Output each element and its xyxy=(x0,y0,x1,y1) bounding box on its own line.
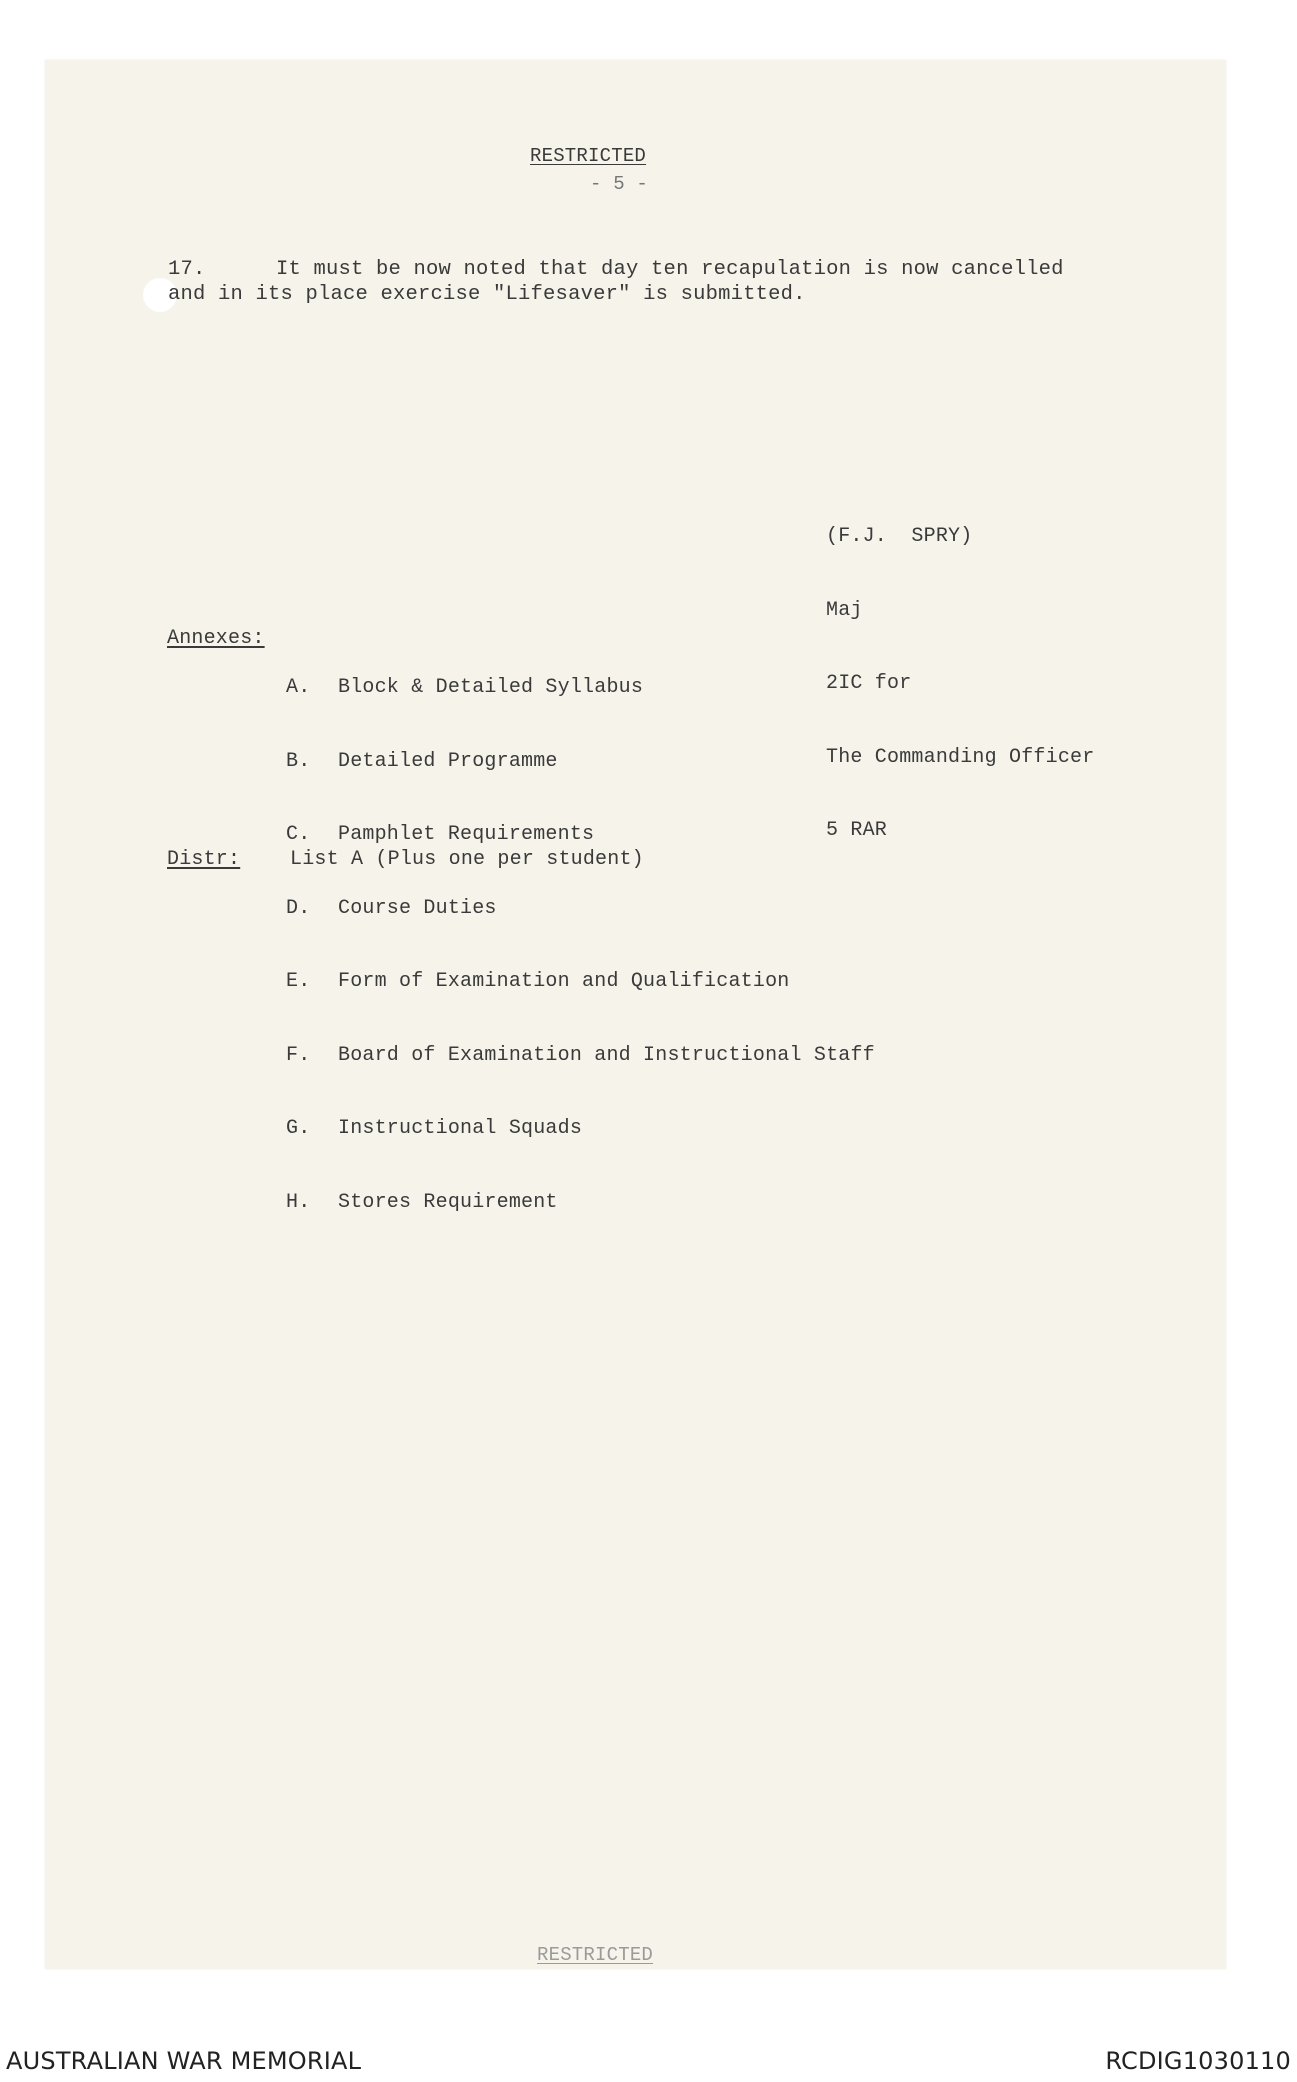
list-item xyxy=(286,897,875,922)
annex-letter: F. xyxy=(286,1043,311,1067)
paragraph-text: It must be now noted that day ten recapulation is now cancelled and in its place exercise "Lifesaver" is submitted. xyxy=(168,258,1064,306)
signature-for: The Commanding Officer xyxy=(826,745,1095,769)
annex-letter: H. xyxy=(286,1190,311,1214)
annex-title: Pamphlet Requirements xyxy=(338,823,595,846)
annex-letter: E. xyxy=(286,970,311,993)
annex-letter: B. xyxy=(286,749,311,773)
page-number: - 5 - xyxy=(590,173,649,195)
annex-letter: G. xyxy=(286,1117,311,1140)
annex-title: Form of Examination and Qualification xyxy=(338,970,790,993)
list-item xyxy=(286,1044,875,1069)
list-item xyxy=(286,1117,875,1142)
annex-title: Instructional Squads xyxy=(338,1117,583,1140)
annex-title: Board of Examination and Instructional Staff xyxy=(338,1043,875,1067)
paragraph-17 xyxy=(168,257,1098,307)
annex-title: Stores Requirement xyxy=(338,1190,558,1214)
annex-letter: D. xyxy=(286,896,311,920)
annex-title: Course Duties xyxy=(338,896,497,920)
paragraph-number: 17. xyxy=(168,258,206,281)
archive-caption: AUSTRALIAN WAR MEMORIAL xyxy=(6,2047,362,2075)
distribution-value: List A (Plus one per student) xyxy=(290,848,644,871)
signature-unit: 5 RAR xyxy=(826,819,888,842)
signature-name: (F.J. SPRY) xyxy=(826,525,973,548)
header-classification: RESTRICTED xyxy=(530,145,647,167)
annexes-label: Annexes: xyxy=(167,627,265,650)
list-item xyxy=(286,970,875,995)
list-item xyxy=(286,1191,875,1216)
annex-list xyxy=(286,627,875,1240)
distribution-label: Distr: xyxy=(167,848,241,871)
archive-reference: RCDIG1030110 xyxy=(1105,2047,1291,2075)
signature-rank: Maj xyxy=(826,598,863,622)
annex-title: Block & Detailed Syllabus xyxy=(338,676,644,699)
annex-letter: C. xyxy=(286,823,311,846)
signature-appointment: 2IC for xyxy=(826,672,912,695)
list-item xyxy=(286,823,875,848)
list-item xyxy=(286,676,875,701)
footer-classification: RESTRICTED xyxy=(537,1944,654,1966)
list-item xyxy=(286,750,875,775)
annex-letter: A. xyxy=(286,676,311,699)
annex-title: Detailed Programme xyxy=(338,749,558,773)
